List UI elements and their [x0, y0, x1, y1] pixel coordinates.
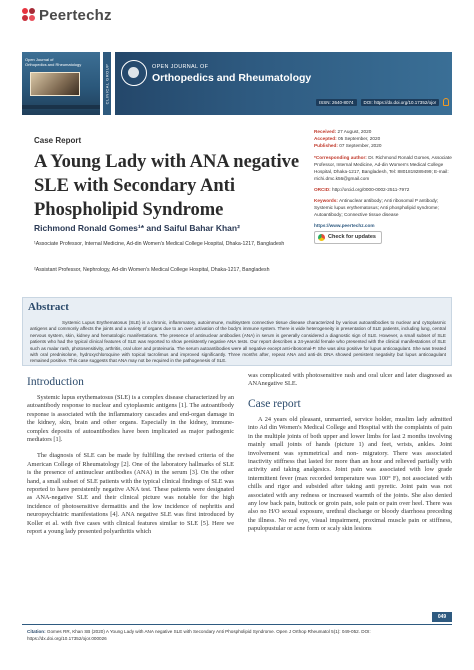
- published-label: Published:: [314, 143, 338, 148]
- article-info: [314, 128, 454, 244]
- peertechz-brand[interactable]: [22, 6, 112, 24]
- case-report-heading: Case report: [248, 398, 301, 410]
- journal-cover-image: [22, 52, 100, 115]
- accepted-label: Accepted:: [314, 136, 337, 141]
- issn-badge: ISSN: 2640-8074: [316, 99, 357, 106]
- abstract-box: [22, 297, 452, 366]
- orcid-block: [314, 186, 454, 193]
- orcid-label: ORCID:: [314, 187, 331, 192]
- journal-logo-icon: [121, 60, 147, 86]
- doi-link[interactable]: DOI: https://dx.doi.org/10.17352/ojor: [361, 99, 440, 106]
- dates-block: [314, 128, 454, 149]
- published-date: 07 September, 2020: [339, 143, 382, 148]
- article-type: Case Report: [34, 136, 82, 145]
- cover-title-line1: Open Journal of: [25, 57, 54, 62]
- corresponding-author: [314, 154, 454, 182]
- orcid-link[interactable]: http://orcid.org/0000-0002-2511-7972: [331, 187, 410, 192]
- introduction-heading: Introduction: [27, 376, 84, 388]
- footer-divider: [22, 624, 452, 625]
- article-authors: Richmond Ronald Gomes¹* and Saiful Bahar Khan²: [34, 223, 240, 233]
- crossmark-icon: [318, 234, 325, 241]
- accepted-date: 05 September, 2020: [337, 136, 381, 141]
- received-date: 27 August, 2020: [337, 129, 372, 134]
- website-link[interactable]: https://www.peertechz.com: [314, 223, 375, 228]
- keywords-block: [314, 197, 454, 218]
- brand-name: Peertechz: [39, 6, 112, 24]
- keywords-text: Antinuclear antibody; Anti ribosomal P antibody; Systemic lupus erythematosus; Anti phospholipid syndrome; Autoantibody; Connective tissue disease: [314, 198, 439, 217]
- article-title: A Young Lady with ANA negative SLE with Secondary Anti Phospholipid Syndrome: [34, 152, 300, 220]
- clinical-group-tab: [103, 52, 111, 115]
- open-access-icon: [443, 98, 449, 106]
- journal-name: Orthopedics and Rheumatology: [152, 72, 312, 84]
- case-paragraph-1: A 24 years old pleasant, unmarried, service holder, muslim lady admitted into Ad din Women's Medical College and Hospital with the complaints of pain in the multiple joints of both upper and lower limbs for last 2 months involving mainly small joints of hands (picture 1) and feet, wrists, ankles. Joint involvement was symmetrical and non- migratory. There was associated inactivity stiffness that lasted for more than an hour and relieved partially with activity and taking analgesics. Joint pain was associated with low grade intermittent fever (max recorded temperature was 100° F), not associated with chills and rigor and subsided after taking anti pyretic. Joint pain was not associated with any redness or increased warmth of the joints. She also denied any low back pain, buttock or groin pain, sole pain or pain over heel. There was also no H/O sexual exposure, urethral discharge or bloody diarrhoea preceding the illness. No red eye, visual impairment, proximal muscle pain or stiffness, papulopustular or acne form or scaly skin lesions: [248, 416, 452, 533]
- check-for-updates-button[interactable]: [314, 231, 382, 244]
- peertechz-logo-icon: [22, 8, 36, 22]
- case-report-text: [248, 416, 452, 542]
- introduction-text: [27, 394, 234, 545]
- corresponding-label: *Corresponding author:: [314, 155, 367, 160]
- clinical-group-label: CLINICAL GROUP: [104, 63, 110, 104]
- keywords-label: Keywords:: [314, 198, 338, 203]
- received-label: Received:: [314, 129, 337, 134]
- cover-title: [25, 57, 97, 67]
- intro-paragraph-1: Systemic lupus erythematosus (SLE) is a complex disease characterized by an autoantibody response to nuclear and cytoplasmic antigens [1]. The autoantibody response is associated with the inflammatory cascades and end-organ damage in the kidney, skin, brain and other organs. Especially in the kidney, immune-complex deposits of autoantibodies have been implicated as major pathogenic mediators [1].: [27, 394, 234, 444]
- citation: [27, 628, 447, 642]
- journal-meta: [316, 98, 449, 106]
- abstract-text: Systemic Lupus Erythematosus (SLE) is a chronic, inflammatory, autoimmune, multisystem connective tissue disease characterized by various autoantibodies to nuclear and cytoplasmic antigens and commonly affects the joints and a variety of organs due to an over activation of the body's immune system. There is wide heterogeneity in presentation of SLE patients, including lung, central nervous system, skin, kidney and hematologic manifestations. The presence of antinuclear antibodies (ANA) in serum is generally considered a diagnostic sign of SLE. However, a small subset of SLE patients who had the typical clinical features of SLE was reported to show persistently negative ANA tests. Our report describes a 24-yearold female who presented with the clinical manifestations of SLE such as malar rash, photosensitivity, arthritis, oral ulcer and proteinuria. The serum autoantibodies were all negative except anti-ribosomal-P. She was also positive for lupus anticoagulant. She was treated with oral prednisolone, hydroxychloroquine with topical tacrolimus and improved significantly. Three months after, repeat ANA and anti-ds DNA showed persistent negativity but lupus anticoagulant remained positive. This case suggests that ANA may not be required in the pathogenesis of SLE.: [30, 320, 446, 364]
- affiliation-1: ¹Associate Professor, Internal Medicine, Ad-din Women's Medical College Hospital, Dhaka-1217, Bangladesh: [34, 241, 285, 247]
- abstract-heading: Abstract: [28, 301, 69, 313]
- corresponding-text: Dr. Richmond Ronald Gomes, Associate Professor, Internal Medicine, Ad-din Women's Medical College Hospital, Dhaka-1217, Bangladesh, Tel: 8801819289499; E-mail: rrichi.dmc.k56@gmail.com: [314, 155, 452, 181]
- cover-strip: [22, 105, 100, 109]
- citation-text: Gomes RR, Khan SB (2020) A Young Lady with ANA negative SLE with Secondary Anti Phospholipid Syndrome. Open J Orthop Rheumatol 5(1): 049-052. DOI: https://dx.doi.org/10.17352/ojor.000026: [27, 629, 371, 641]
- cover-photo: [30, 72, 80, 96]
- page-number: 049: [432, 612, 452, 622]
- cover-title-line2: Orthopedics and Rheumatology: [25, 62, 82, 67]
- affiliation-2: ²Assistant Professor, Nephrology, Ad-din Women's Medical College Hospital, Dhaka-1217, Bangladesh: [34, 267, 270, 273]
- journal-prefix: OPEN JOURNAL OF: [152, 64, 209, 70]
- citation-label: Citation:: [27, 629, 46, 634]
- intro-paragraph-2: The diagnosis of SLE can be made by fulfilling the revised criteria of the American College of Rheumatology [2]. One of the laboratory hallmarks of SLE is the presence of antinuclear antibodies (ANA) in the serum [3]. On the other hand, a small subset of SLE patients with the typical clinical findings of SLE was reported to have persistently negative ANA test. These patients were designated as ANA-negative SLE and their clinical picture was notable for the high incidence of photosensitive dermatitis and the low incidence of nephritis and neuropsychiatric manifestations [4]. ANA negative SLE was first introduced by Koller et al. with five cases with clinical features similar to SLE [5]. Here we report a young lady presented polyarthritis which: [27, 452, 234, 536]
- intro-continued: was complicated with photosensitive rash and oral ulcer and later diagnosed as ANAnegative SLE.: [248, 372, 452, 388]
- check-for-updates-label: Check for updates: [328, 234, 376, 240]
